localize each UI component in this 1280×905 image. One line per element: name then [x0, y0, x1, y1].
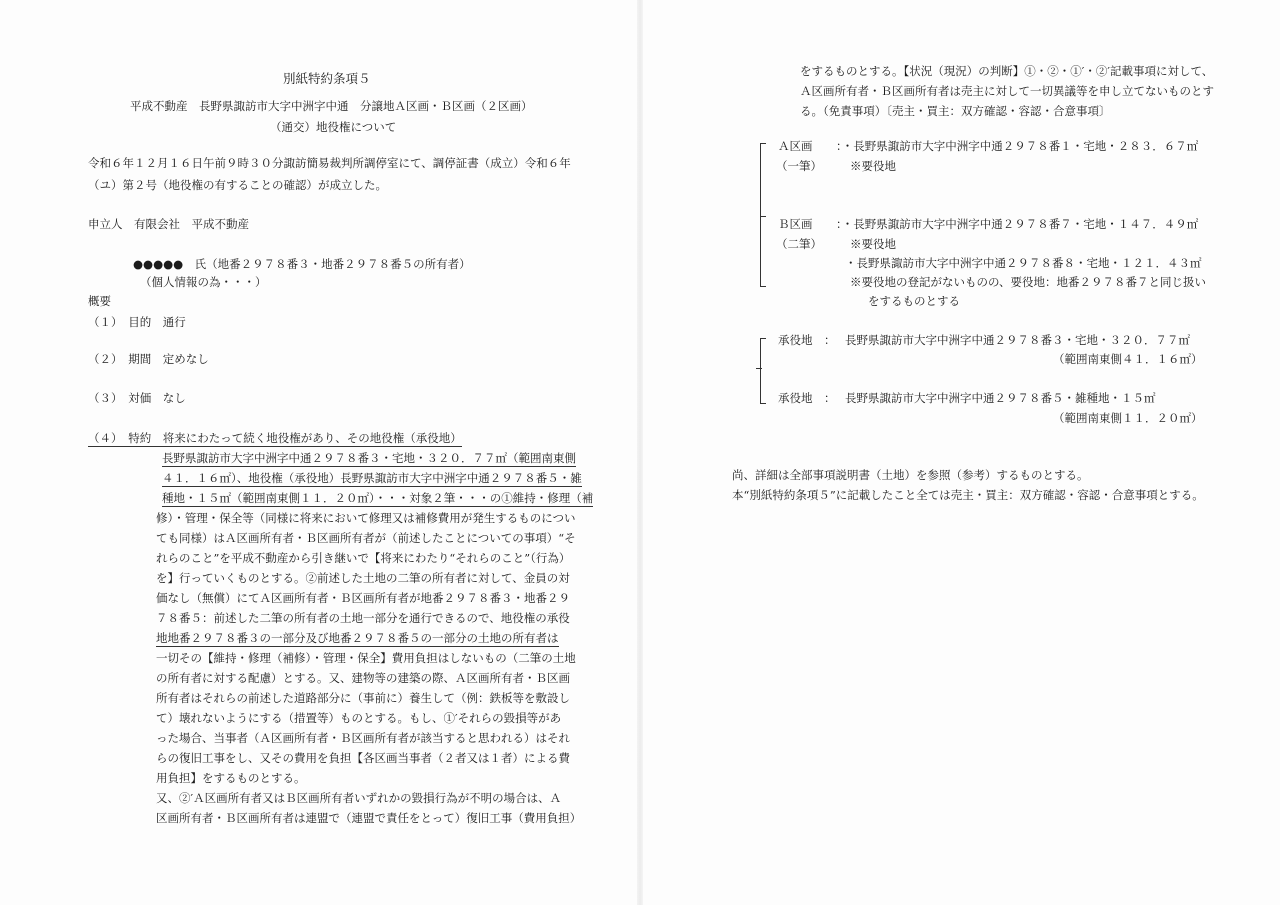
lot-b-label: Ｂ区画 — [778, 217, 813, 231]
lot-bracket-divider — [760, 216, 766, 217]
lot-b-sub: （二筆） — [776, 237, 822, 251]
subtitle-line-1: 平成不動産 長野県諏訪市大字中洲字中通 分譲地Ａ区画・Ｂ区画（２区画） — [130, 99, 533, 113]
special-term-line: ７８番５：前述した二筆の所有者の土地一部分を通行できるので、地役権の承役 — [156, 611, 570, 625]
special-term-line: ４１．１６㎡）、地役権（承役地）長野県諏訪市大字中洲字中通２９７８番５・雑 — [162, 471, 582, 485]
lot-a-label: Ａ区画 — [778, 139, 813, 153]
special-term-line: 価なし（無償）にてＡ区画所有者・Ｂ区画所有者が地番２９７８番３・地番２９ — [156, 591, 570, 605]
item-purpose: （１） 目的 通行 — [88, 315, 186, 329]
item-special-terms: （４） 特約 将来にわたって続く地役権があり、その地役権（承役地） — [88, 431, 462, 445]
special-term-tail-2: 区画所有者・Ｂ区画所有者は連盟で（連盟で責任をとって）復旧工事（費用負担） — [156, 811, 582, 825]
servient-2-label: 承役地 ： — [778, 391, 836, 405]
document-title: 別紙特約条項５ — [283, 71, 371, 86]
servient-2-range: （範囲南東側１１．２０㎡） — [1053, 411, 1203, 425]
lot-b-line-1: ：・長野県諏訪市大字中洲字中通２９７８番７・宅地・１４７．４９㎡ — [836, 217, 1199, 231]
overview-label: 概要 — [88, 294, 111, 308]
applicant-line: 申立人 有限会社 平成不動産 — [88, 217, 249, 231]
right-page — [640, 0, 1280, 905]
lot-bracket — [760, 143, 761, 287]
intro-line-2: （ユ）第２号（地役権の有することの確認）が成立した。 — [88, 178, 387, 192]
lot-b-note-1: ※要役地 — [850, 237, 896, 251]
servient-1-line: 長野県諏訪市大字中洲字中通２９７８番３・宅地・３２０．７７㎡ — [845, 333, 1190, 347]
special-term-line: った場合、当事者（Ａ区画所有者・Ｂ区画所有者が該当すると思われる）はそれ — [156, 731, 570, 745]
special-term-line: 地地番２９７８番３の一部分及び地番２９７８番５の一部分の土地の所有者は — [156, 631, 559, 645]
special-term-line: ても同様）はＡ区画所有者・Ｂ区画所有者が（前述したことについての事項）“そ — [156, 531, 576, 545]
lot-a-line: ：・長野県諏訪市大字中洲字中通２９７８番１・宅地・２８３．６７㎡ — [836, 139, 1199, 153]
lot-a-sub: （一筆） — [776, 159, 822, 173]
special-term-line: らの復旧工事をし、又その費用を負担【各区画当事者（２者又は１者）による費 — [156, 751, 570, 765]
special-term-line: れらのこと”を平成不動産から引き継いで【将来にわたり“それらのこと”（行為） — [156, 551, 571, 565]
servient-1-label: 承役地 ： — [778, 333, 836, 347]
item-period: （２） 期間 定めなし — [88, 352, 209, 366]
servient-bracket-divider — [756, 368, 762, 369]
special-term-line: 修）・管理・保全等（同様に将来において修理又は補修費用が発生するものについ — [156, 511, 576, 525]
lot-b-note-2b: をするものとする — [868, 294, 960, 308]
special-term-line: 所有者はそれらの前述した道路部分に（事前に）養生して（例：鉄板等を敷設し — [156, 691, 570, 705]
special-term-line: 一切その【維持・修理（補修）・管理・保全】費用負担はしないもの（二筆の土地 — [156, 651, 576, 665]
special-term-line: 種地・１５㎡（範囲南東側１１．２０㎡）・・・対象２筆・・・の①維持・修理（補 — [162, 491, 594, 505]
servient-bracket — [760, 338, 761, 404]
respondent-line: ●●●●● 氏（地番２９７８番３・地番２９７８番５の所有者） — [133, 257, 471, 271]
special-term-line: て）壊れないようにする（措置等）ものとする。もし、①′それらの毀損等があ — [156, 711, 562, 725]
continued-line-1: をするものとする。【状況（現況）の判断】①・②・①′・②′記載事項に対して、 — [800, 64, 1214, 78]
continued-line-3: る。（免責事項）〔売主・買主：双方確認・容認・合意事項〕 — [800, 104, 1111, 118]
closing-line-2: 本“別紙特約条項５”に記載したこと全ては売主・買主：双方確認・容認・合意事項とする。 — [732, 488, 1204, 502]
privacy-note: （個人情報の為・・・） — [140, 275, 267, 289]
lot-b-line-2: ・長野県諏訪市大字中洲字中通２９７８番８・宅地・１２１．４３㎡ — [845, 256, 1202, 270]
special-term-line: の所有者に対する配慮）とする。又、建物等の建築の際、Ａ区画所有者・Ｂ区画 — [156, 671, 570, 685]
lot-a-note: ※要役地 — [850, 159, 896, 173]
subtitle-line-2: （通交）地役権について — [270, 120, 397, 134]
servient-2-line: 長野県諏訪市大字中洲字中通２９７８番５・雑種地・１５㎡ — [845, 391, 1156, 405]
special-term-line: 用負担】をするものとする。 — [156, 771, 306, 785]
special-term-tail-1: 又、②′Ａ区画所有者又はＢ区画所有者いずれかの毀損行為が不明の場合は、Ａ — [156, 791, 562, 805]
special-term-line: 長野県諏訪市大字中洲字中通２９７８番３・宅地・３２０．７７㎡（範囲南東側 — [162, 451, 576, 465]
lot-b-note-2a: ※要役地の登記がないものの、要役地：地番２９７８番７と同じ扱い — [850, 275, 1207, 289]
special-term-line: を】行っていくものとする。②前述した土地の二筆の所有者に対して、金員の対 — [156, 571, 570, 585]
intro-line-1: 令和６年１２月１６日午前９時３０分諏訪簡易裁判所調停室にて、調停証書（成立）令和６年 — [88, 156, 571, 170]
continued-line-2: Ａ区画所有者・Ｂ区画所有者は売主に対して一切異議等を申し立てないものとす — [800, 84, 1214, 98]
servient-1-range: （範囲南東側４１．１６㎡） — [1053, 352, 1203, 366]
closing-line-1: 尚、詳細は全部事項説明書（土地）を参照（参考）するものとする。 — [732, 468, 1089, 482]
item-consideration: （３） 対価 なし — [88, 391, 186, 405]
